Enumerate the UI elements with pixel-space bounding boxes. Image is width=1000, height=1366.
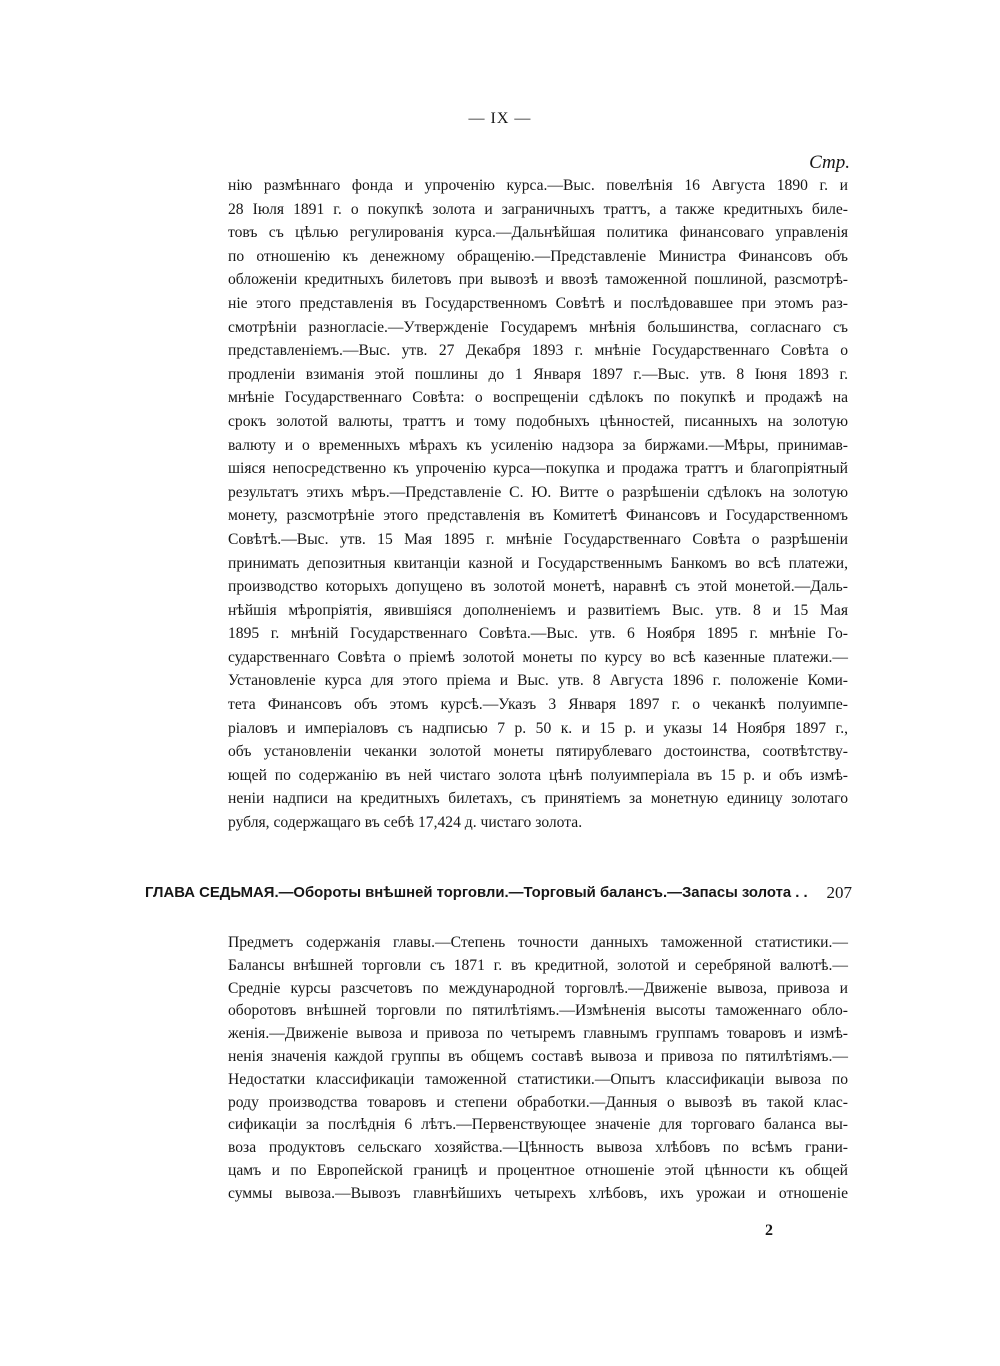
chapter-page-ref: 207 bbox=[826, 883, 852, 902]
text-line: по отношенію къ денежному обращенію.—Представленіе Министра Финансовъ объ bbox=[228, 247, 848, 265]
text-line: мнѣніе Государственнаго Совѣта: о воспрещеніи сдѣлокъ по покупкѣ и продажѣ на bbox=[228, 389, 848, 407]
signature-mark: 2 bbox=[765, 1222, 773, 1239]
text-line: производство которыхъ допущено въ золотой монетѣ, наравнѣ съ этой монетой.—Даль- bbox=[228, 578, 848, 596]
text-line: Недостатки классификаціи таможенной статистики.—Опытъ классификаціи вывоза по bbox=[228, 1070, 848, 1088]
text-line: ющей по содержанію въ ней чистаго золота цѣнѣ полуимперіала въ 15 р. и объ измѣ- bbox=[228, 766, 848, 784]
text-line: 1895 г. мнѣній Государственнаго Совѣта.—Выс. утв. 6 Ноября 1895 г. мнѣніе Го- bbox=[228, 625, 848, 643]
text-line: объ установленіи чеканки золотой монеты пятирублеваго достоинства, соотвѣтству- bbox=[228, 743, 848, 761]
text-line: нію размѣннаго фонда и упроченію курса.—Выс. повелѣнія 16 Августа 1890 г. и bbox=[228, 177, 848, 194]
text-line: оборотовъ внѣшней торговли по пятилѣтіямъ.—Измѣненія высоты таможеннаго обло- bbox=[228, 1002, 848, 1020]
text-line: Предметъ содержанія главы.—Степень точности данныхъ таможенной статистики.— bbox=[228, 934, 848, 951]
chapter-title: ГЛАВА СЕДЬМАЯ.—Обороты внѣшней торговли.—Торговый балансъ.—Запасы золота . . bbox=[145, 884, 808, 901]
text-line: цамъ и по Европейской границѣ и процентное отношеніе этой цѣнности къ общей bbox=[228, 1161, 848, 1179]
contents-block-1 bbox=[228, 174, 848, 835]
text-line: сударственнаго Совѣта о пріемѣ золотой монеты по курсу во всѣ казенные платежи.— bbox=[228, 648, 848, 666]
text-line: Балансы внѣшней торговли съ 1871 г. въ кредитной, золотой и серебряной валютѣ.— bbox=[228, 956, 848, 974]
text-line: валюту и о временныхъ мѣрахъ къ усиленію надзора за биржами.—Мѣры, принимав- bbox=[228, 436, 848, 454]
chapter-heading bbox=[145, 884, 852, 908]
text-line: товъ съ цѣлью регулированія курса.—Дальнѣйшая политика финансоваго управленія bbox=[228, 224, 848, 242]
text-line: ніе этого представленія въ Государственномъ Совѣтѣ и послѣдовавшее при этомъ раз- bbox=[228, 294, 848, 312]
contents-block-2 bbox=[228, 932, 848, 1206]
text-line: обложеніи кредитныхъ билетовъ при вывозѣ и ввозѣ таможенной пошлиной, разсмотрѣ- bbox=[228, 271, 848, 289]
text-line: 28 Іюля 1891 г. о покупкѣ золота и заграничныхъ траттъ, а также кредитныхъ биле- bbox=[228, 200, 848, 218]
text-line: Средніе курсы разсчетовъ по международной торговлѣ.—Движеніе вывоза, привоза и bbox=[228, 979, 848, 997]
page-column-label: Стр. bbox=[809, 152, 850, 173]
text-line: ріаловъ и имперіаловъ съ надписью 7 р. 50 к. и 15 р. и указы 14 Ноября 1897 г., bbox=[228, 719, 848, 737]
text-line: смотрѣніи разногласіе.—Утвержденіе Государемъ мнѣнія большинства, согласнаго съ bbox=[228, 318, 848, 336]
text-line: воза продуктовъ сельскаго хозяйства.—Цѣнность вывоза хлѣбовъ по всѣмъ грани- bbox=[228, 1139, 848, 1157]
text-line: женія.—Движеніе вывоза и привоза по четыремъ главнымъ группамъ товаровъ и измѣ- bbox=[228, 1025, 848, 1043]
text-line: роду производства товаровъ и степени обработки.—Данныя о вывозѣ въ такой клас- bbox=[228, 1093, 848, 1111]
text-line: неніи надписи на кредитныхъ билетахъ, съ принятіемъ за монетную единицу золотаго bbox=[228, 790, 848, 808]
text-line: шіяся непосредственно къ упроченію курса—покупка и продажа траттъ и благопріятный bbox=[228, 460, 848, 478]
text-line: представленіемъ.—Выс. утв. 27 Декабря 1893 г. мнѣніе Государственнаго Совѣта о bbox=[228, 342, 848, 360]
text-line: срокъ золотой валюты, траттъ и тому подобныхъ цѣнностей, писанныхъ на золотую bbox=[228, 412, 848, 430]
text-line: тета Финансовъ объ этомъ курсѣ.—Указъ 3 Января 1897 г. о чеканкѣ полуимпе- bbox=[228, 696, 848, 714]
text-line: Совѣтѣ.—Выс. утв. 15 Мая 1895 г. мнѣніе Государственнаго Совѣта о разрѣшеніи bbox=[228, 530, 848, 548]
text-line: результатъ этихъ мѣръ.—Представленіе С. Ю. Витте о разрѣшеніи сдѣлокъ на золотую bbox=[228, 483, 848, 501]
text-line: сификаціи за послѣднія 6 лѣтъ.—Первенствующее значеніе для торговаго баланса вы- bbox=[228, 1116, 848, 1134]
page-folio: — IX — bbox=[468, 110, 532, 127]
text-line: суммы вывоза.—Вывозъ главнѣйшихъ четырехъ хлѣбовъ, ихъ урожаи и отношеніе bbox=[228, 1184, 848, 1202]
text-line: принимать депозитныя квитанціи казной и Государственнымъ Банкомъ во всѣ платежи, bbox=[228, 554, 848, 572]
text-line: монету, разсмотрѣніе этого представленія въ Комитетѣ Финансовъ и Государственномъ bbox=[228, 507, 848, 525]
text-line: Установленіе курса для этого пріема и Выс. утв. 8 Августа 1896 г. положеніе Коми- bbox=[228, 672, 848, 690]
text-line: рубля, содержащаго въ себѣ 17,424 д. чистаго золота. bbox=[228, 814, 583, 832]
text-line: ненія значенія каждой группы въ общемъ составѣ вывоза и привоза по пятилѣтіямъ.— bbox=[228, 1047, 848, 1065]
text-line: нѣйшія мѣропріятія, явившіяся дополненіемъ и развитіемъ Выс. утв. 8 и 15 Мая bbox=[228, 601, 848, 619]
text-line: продленіи взиманія этой пошлины до 1 Января 1897 г.—Выс. утв. 8 Іюня 1893 г. bbox=[228, 365, 848, 383]
